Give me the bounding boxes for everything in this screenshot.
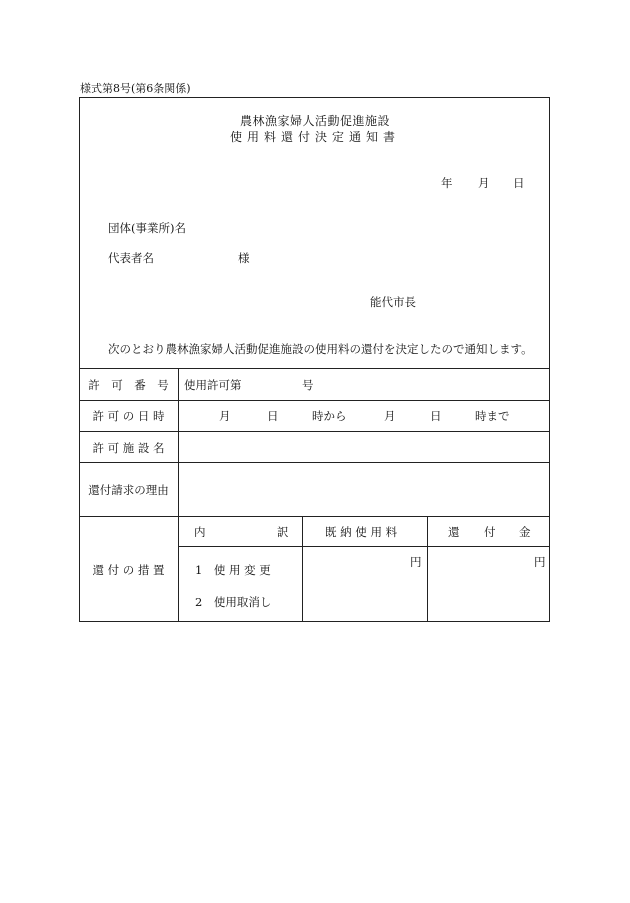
row-divider [79, 516, 550, 517]
honorific-label: 様 [238, 251, 250, 265]
breakdown-header-left: 内 [194, 525, 206, 539]
permit-month-from: 月 [219, 409, 231, 423]
refund-reason-label: 還付請求の理由 [88, 483, 169, 497]
row-divider [79, 462, 550, 463]
representative-label: 代表者名 [108, 251, 154, 265]
refund-column-divider [427, 516, 428, 622]
refund-yen-unit: 円 [534, 555, 546, 569]
notice-body-text: 次のとおり農林漁家婦人活動促進施設の使用料の還付を決定したので通知します。 [108, 342, 533, 356]
permit-number-prefix: 使用許可第 [184, 378, 242, 392]
refund-measure-label: 還 付 の 措 置 [92, 563, 165, 577]
issuer-name: 能代市長 [370, 295, 416, 309]
option-usage-cancel: 2 使用取消し [195, 595, 272, 609]
date-year-label: 年 [441, 176, 453, 190]
form-title-line2: 使用料還付決定通知書 [229, 130, 400, 144]
facility-name-label: 許 可 施 設 名 [92, 441, 165, 455]
permit-time-to: 時まで [475, 409, 510, 423]
form-title-line1: 農林漁家婦人活動促進施設 [239, 114, 390, 128]
permit-day-to: 日 [430, 409, 442, 423]
permit-time-from: 時から [312, 409, 347, 423]
form-number-label: 様式第8号(第6条関係) [80, 82, 191, 95]
paid-fee-yen-unit: 円 [410, 555, 422, 569]
subheader-divider [178, 546, 550, 547]
permit-month-to: 月 [384, 409, 396, 423]
org-name-label: 団体(事業所)名 [108, 221, 186, 235]
option-usage-change: 1 使 用 変 更 [195, 563, 271, 577]
table-top-line [79, 368, 550, 369]
permit-day-from: 日 [267, 409, 279, 423]
refund-column-divider [302, 516, 303, 622]
refund-header-right: 金 [519, 525, 531, 539]
refund-header-left: 還 [448, 525, 460, 539]
row-divider [79, 431, 550, 432]
date-day-label: 日 [513, 176, 525, 190]
permit-number-label: 許 可 番 号 [88, 378, 169, 392]
refund-header-mid: 付 [484, 525, 496, 539]
permit-number-suffix: 号 [302, 378, 314, 392]
label-column-divider [178, 368, 179, 622]
paid-fee-header: 既 納 使 用 料 [325, 525, 398, 539]
date-month-label: 月 [478, 176, 490, 190]
permit-datetime-label: 許 可 の 日 時 [92, 409, 165, 423]
breakdown-header-right: 訳 [277, 525, 289, 539]
row-divider [79, 400, 550, 401]
